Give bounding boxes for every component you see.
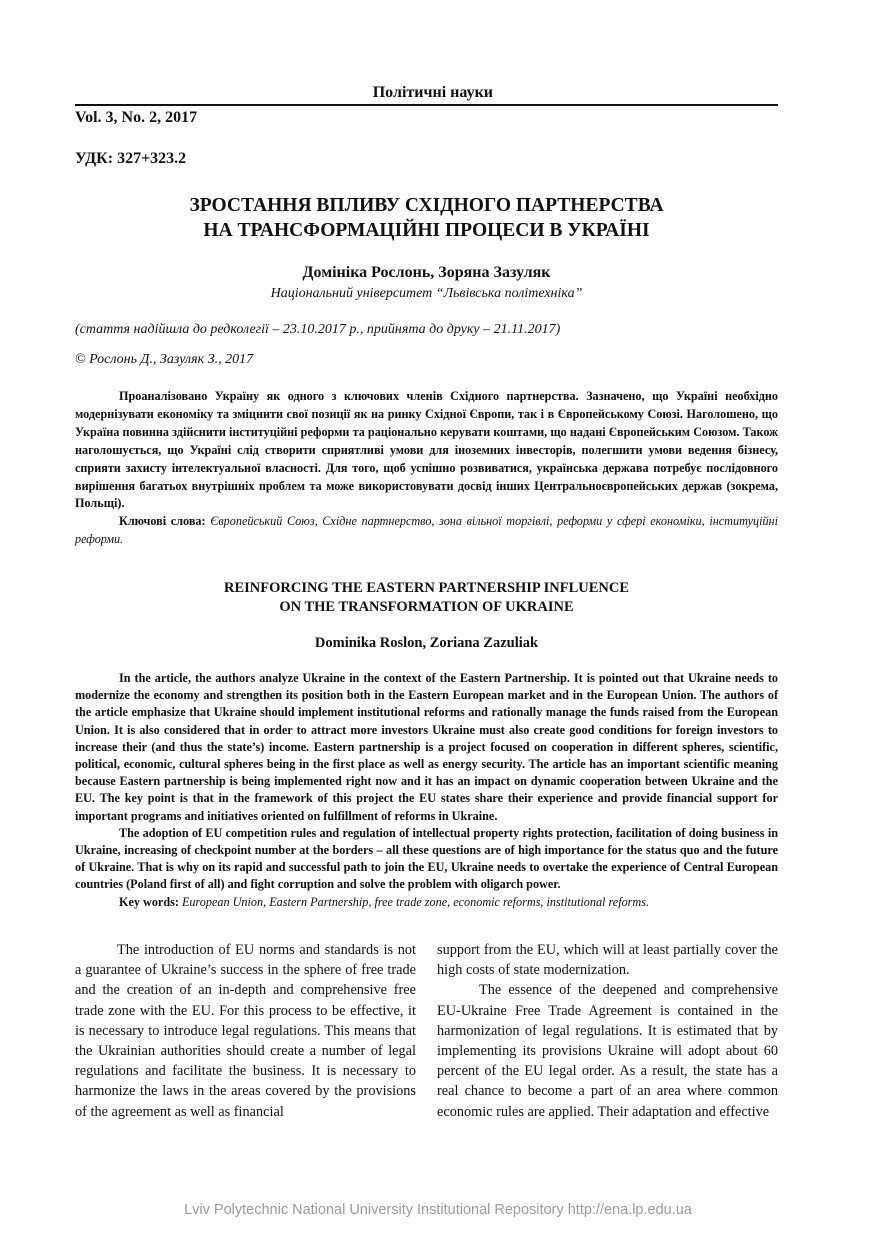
udk-code: УДК: 327+323.2 bbox=[75, 150, 187, 167]
abstract-ukrainian bbox=[75, 388, 778, 549]
body-right-paragraph-continued: support from the EU, which will at least partially cover the high costs of state modernization. bbox=[437, 942, 778, 979]
title-english-line2: ON THE TRANSFORMATION OF UKRAINE bbox=[279, 599, 574, 615]
body-left-paragraph: The introduction of EU norms and standards is not a guarantee of Ukraine’s success in the sphere of free trade and the creation of an in-depth and comprehensive free trade zone with the EU. For this process to be effective, it is necessary to introduce legal regulations. This means that the Ukrainian authorities should create a number of legal regulations and facilitate the business. It is necessary to harmonize the laws in the areas covered by the provisions of the agreement as well as financial bbox=[75, 942, 416, 1120]
journal-section-header: Політичні науки bbox=[372, 84, 493, 101]
abstract-english bbox=[75, 670, 778, 911]
abstract-english-p2: The adoption of EU competition rules and regulation of intellectual property rights protection, facilitation of doing business in Ukraine, increasing of checkpoint number at the borders – all these questions are of high importance for the status quo and the future of Ukraine. That is why on its rapid and successful path to join the EU, Ukraine needs to overtake the experience of Central European countries (Poland first of all) and fight corruption and solve the problem with oligarch power. bbox=[75, 825, 778, 892]
keywords-english-list: European Union, Eastern Partnership, free trade zone, economic reforms, institutional reforms. bbox=[181, 894, 650, 909]
authors-english: Dominika Roslon, Zoriana Zazuliak bbox=[314, 635, 539, 651]
authors-ukrainian: Домініка Рослонь, Зоряна Зазуляк bbox=[302, 264, 551, 281]
keywords-ukrainian bbox=[75, 513, 778, 549]
body-column-right bbox=[437, 940, 778, 1122]
title-english bbox=[75, 579, 778, 617]
title-ukrainian-line1: ЗРОСТАННЯ ВПЛИВУ СХІДНОГО ПАРТНЕРСТВА bbox=[189, 195, 664, 216]
affiliation-ukrainian: Національний університет “Львівська політехніка” bbox=[270, 286, 583, 301]
abstract-ukrainian-text: Проаналізовано Україну як одного з ключових членів Східного партнерства. Зазначено, що Україні необхідно модернізувати економіку та зміцнити свої позиції як на ринку Східної Європи, так і в Європейському Союзі. Наголошено, що Україна повинна здійснити інституційні реформи та раціонально керувати коштами, що надані Європейським Союзом. Також наголошується, що Україні слід створити сприятливі умови для іноземних інвесторів, полегшити умови ведення бізнесу, сприяти захисту інтелектуальної власності. Для того, щоб успішно розвиватися, українська держава потребує послідовного вирішення багатьох внутрішніх проблем та може використовувати досвід інших Центральноєвропейських держав (зокрема, Польщі). bbox=[75, 389, 778, 511]
keywords-english: Key words: European Union, Eastern Partnership, free trade zone, economic reforms, institutional reforms. bbox=[119, 894, 650, 909]
keywords-ukrainian-label: Ключові слова: bbox=[119, 514, 206, 529]
copyright-notice: © Рослонь Д., Зазуляк З., 2017 bbox=[75, 352, 254, 367]
header-rule bbox=[75, 104, 778, 106]
title-ukrainian bbox=[75, 193, 778, 243]
title-english-line1: REINFORCING THE EASTERN PARTNERSHIP INFLUENCE bbox=[223, 580, 630, 596]
body-column-left bbox=[75, 940, 416, 1122]
repository-footer: Lviv Polytechnic National University Institutional Repository http://ena.lp.edu.ua bbox=[184, 1202, 692, 1218]
abstract-english-p1: In the article, the authors analyze Ukraine in the context of the Eastern Partnership. It is pointed out that Ukraine needs to modernize the economy and strengthen its position both in the Eastern European market and in the European Union. The authors of the article emphasize that Ukraine should implement institutional reforms and rationally manage the funds raised from the European Union. It is also considered that in order to attract more investors Ukraine must also create good conditions for foreign investors to increase their (and thus the state’s) income. Eastern partnership is a project focused on cooperation in different spheres, scientific, political, economic, cultural spheres being in the first place as well as energy security. The article has an important scientific meaning because Eastern partnership is being implemented right now and it has an impact on dynamic cooperation between Ukraine and the EU. The key point is that in the framework of this project the EU states share their experience and provide financial support for important programs and initiatives oriented on fulfillment of reforms in Ukraine. bbox=[75, 671, 778, 823]
volume-info: Vol. 3, No. 2, 2017 bbox=[75, 109, 198, 126]
keywords-english-label: Key words bbox=[119, 894, 175, 909]
keywords-ukrainian-list: Європейський Союз, Східне партнерство, зона вільної торгівлі, реформи у сфері економіки, інституційні реформи. bbox=[75, 514, 778, 547]
title-ukrainian-line2: НА ТРАНСФОРМАЦІЙНІ ПРОЦЕСИ В УКРАЇНІ bbox=[203, 220, 650, 241]
body-right-paragraph: The essence of the deepened and comprehensive EU-Ukraine Free Trade Agreement is contained in the harmonization of legal regulations. It is estimated that by implementing its provisions Ukraine will adopt about 60 percent of the EU legal order. As a result, the state has a real chance to become a part of an area where common economic rules are applied. Their adaptation and effective bbox=[437, 982, 778, 1120]
submission-dates: (стаття надійшла до редколегії – 23.10.2017 р., прийнята до друку – 21.11.2017) bbox=[75, 322, 561, 337]
